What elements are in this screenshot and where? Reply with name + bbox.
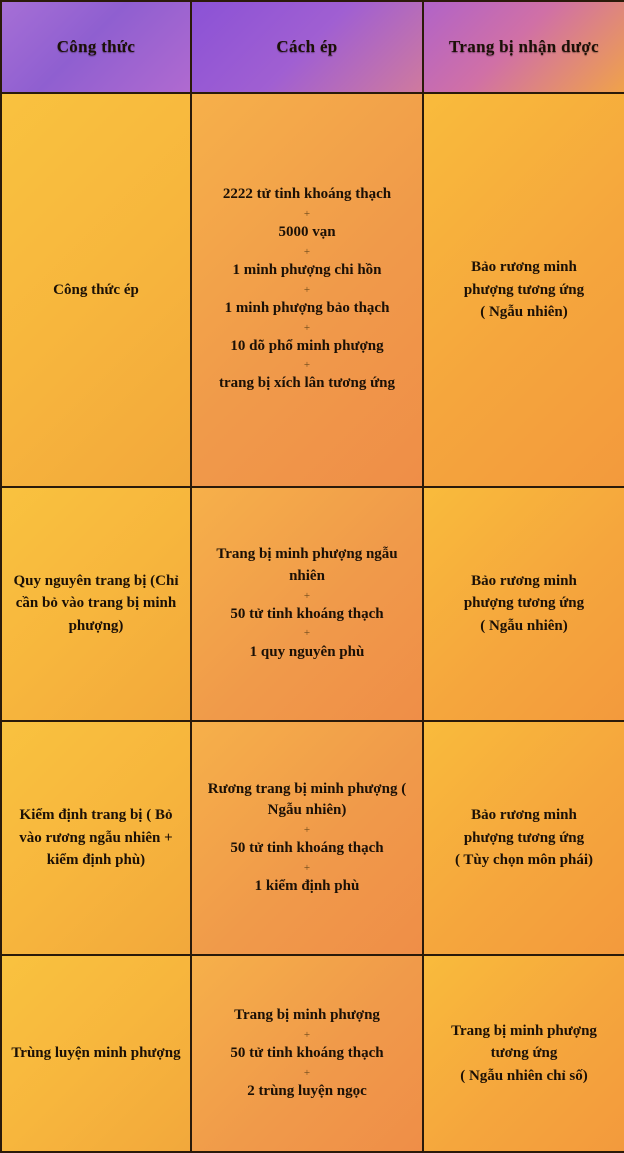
cell-method (191, 487, 423, 721)
result-line: phượng tương ứng (463, 595, 585, 612)
result-line: tương ứng (490, 1045, 558, 1062)
method-step: 5000 vạn (278, 224, 336, 241)
cell-result (423, 93, 624, 487)
plus-separator: + (303, 245, 311, 258)
result-line: phượng tương ứng (463, 829, 585, 846)
plus-separator: + (303, 1066, 311, 1079)
result-line: ( Ngẫu nhiên) (480, 617, 568, 634)
result-line: ( Ngẫu nhiên chỉ số) (460, 1067, 588, 1084)
method-step: 2 trùng luyện ngọc (247, 1082, 367, 1099)
method-step: 1 kiểm định phù (254, 877, 360, 894)
method-step: Trang bị minh phượng (234, 1006, 380, 1023)
method-step: 10 dõ phổ minh phượng (230, 337, 384, 354)
cell-method (191, 955, 423, 1152)
cell-result (423, 955, 624, 1152)
method-step: 50 tử tinh khoáng thạch (230, 840, 384, 857)
result-line: ( Tùy chọn môn phái) (454, 852, 594, 869)
cell-result (423, 721, 624, 955)
plus-separator: + (303, 861, 311, 874)
method-step: trang bị xích lân tương ứng (219, 375, 395, 392)
method-step: 50 tử tinh khoáng thạch (230, 605, 384, 622)
method-step: Rương trang bị minh phượng ( Ngẫu nhiên) (207, 780, 407, 819)
cell-method (191, 721, 423, 955)
cell-formula: Kiểm định trang bị ( Bỏ vào rương ngẫu nhiên + kiểm định phù) (1, 721, 191, 955)
plus-separator: + (303, 283, 311, 296)
plus-separator: + (303, 208, 311, 221)
method-step: 1 minh phượng bảo thạch (224, 299, 390, 316)
method-step: 1 minh phượng chi hồn (232, 261, 382, 278)
plus-separator: + (303, 589, 311, 602)
cell-formula: Trùng luyện minh phượng (1, 955, 191, 1152)
column-header-formula: Công thức (1, 1, 191, 93)
plus-separator: + (303, 359, 311, 372)
table-header (1, 1, 624, 93)
table-body (1, 93, 624, 1152)
cell-method (191, 93, 423, 487)
method-step: 50 tử tinh khoáng thạch (230, 1044, 384, 1061)
table-row (1, 721, 624, 955)
cell-result (423, 487, 624, 721)
result-line: Bảo rương minh (471, 259, 577, 275)
result-line: ( Ngẫu nhiên) (480, 304, 568, 320)
result-line: Bảo rương minh (471, 572, 577, 589)
result-line: phượng tương ứng (463, 281, 585, 298)
plus-separator: + (303, 1028, 311, 1041)
result-line: Bảo rương minh (471, 807, 577, 824)
table-header-row (1, 1, 624, 93)
table-row (1, 955, 624, 1152)
result-line: Trang bị minh phượng (451, 1022, 597, 1039)
method-step: Trang bị minh phượng ngẫu nhiên (216, 546, 398, 584)
method-step: 1 quy nguyên phù (249, 643, 365, 660)
cell-formula: Quy nguyên trang bị (Chỉ cần bỏ vào trang bị minh phượng) (1, 487, 191, 721)
column-header-result: Trang bị nhận dược (423, 1, 624, 93)
table-row (1, 93, 624, 487)
plus-separator: + (303, 824, 311, 836)
method-step: 2222 tử tinh khoáng thạch (222, 186, 392, 203)
plus-separator: + (303, 321, 311, 334)
plus-separator: + (303, 627, 311, 640)
cell-formula: Công thức ép (1, 93, 191, 487)
column-header-method: Cách ép (191, 1, 423, 93)
table-row (1, 487, 624, 721)
